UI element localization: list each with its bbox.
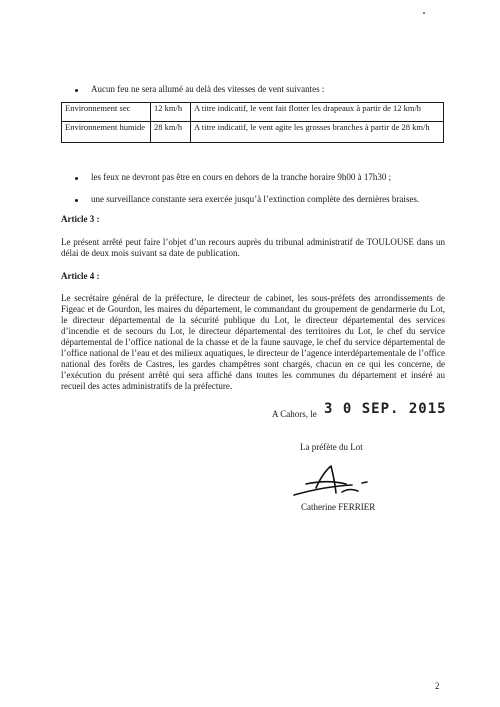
bullet-icon [75,199,78,202]
surveillance-bullet: une surveillance constante sera exercée jusqu’à l’extinction complète des dernières braises. [91,194,420,204]
environment-cell: Environnement humide [62,122,151,143]
table-row [62,122,444,143]
wind-rule-bullet: Aucun feu ne sera allumé au delà des vitesses de vent suivantes : [91,84,325,94]
page-number: 2 [435,681,440,691]
table-row [62,103,444,122]
speed-cell: 28 km/h [151,122,191,143]
note-cell: A titre indicatif, le vent agite les grosses branches à partir de 28 km/h [191,122,444,143]
signatory-title: La préfète du Lot [300,442,363,452]
scan-dot [423,12,425,14]
article-4-body: Le secrétaire général de la préfecture, le directeur de cabinet, les sous-préfets des arrondissements de Figeac et de Gourdon, les maires du département, le commandant du groupement de gendarmerie du Lot, le directeur départemental de la sécurité publique du Lot, le directeur départemental des services d’incendie et de secours du Lot, le directeur départemental des territoires du Lot, le chef du service départemental de l’office national de la chasse et de la faune sauvage, le chef du service départemental de l’office national de l’eau et des milieux aquatiques, le directeur de l’agence interdépartementale de l’office national des forêts de Castres, les gardes champêtres sont chargés, chacun en ce qui les concerne, de l’exécution du présent arrêté qui sera affiché dans toutes les communes du département et inséré au recueil des actes administratifs de la préfecture. [61,293,445,391]
article-3-heading: Article 3 : [61,214,100,224]
hours-bullet: les feux ne devront pas être en cours en dehors de la tranche horaire 9h00 à 17h30 ; [91,172,392,182]
environment-cell: Environnement sec [62,103,151,122]
article-3-body: Le présent arrêté peut faire l’objet d’un recours auprès du tribunal administratif de TOULOUSE dans un délai de deux mois suivant sa date de publication. [61,237,445,258]
wind-speed-table [61,102,444,143]
article-4-heading: Article 4 : [61,271,100,281]
speed-cell: 12 km/h [151,103,191,122]
bullet-icon [75,89,78,92]
handwritten-signature [290,462,390,500]
signature-place: A Cahors, le [272,409,317,419]
date-stamp: 3 0 SEP. 2015 [324,401,447,417]
bullet-icon [75,177,78,180]
note-cell: A titre indicatif, le vent fait flotter les drapeaux à partir de 12 km/h [191,103,444,122]
signatory-name: Catherine FERRIER [301,502,376,512]
